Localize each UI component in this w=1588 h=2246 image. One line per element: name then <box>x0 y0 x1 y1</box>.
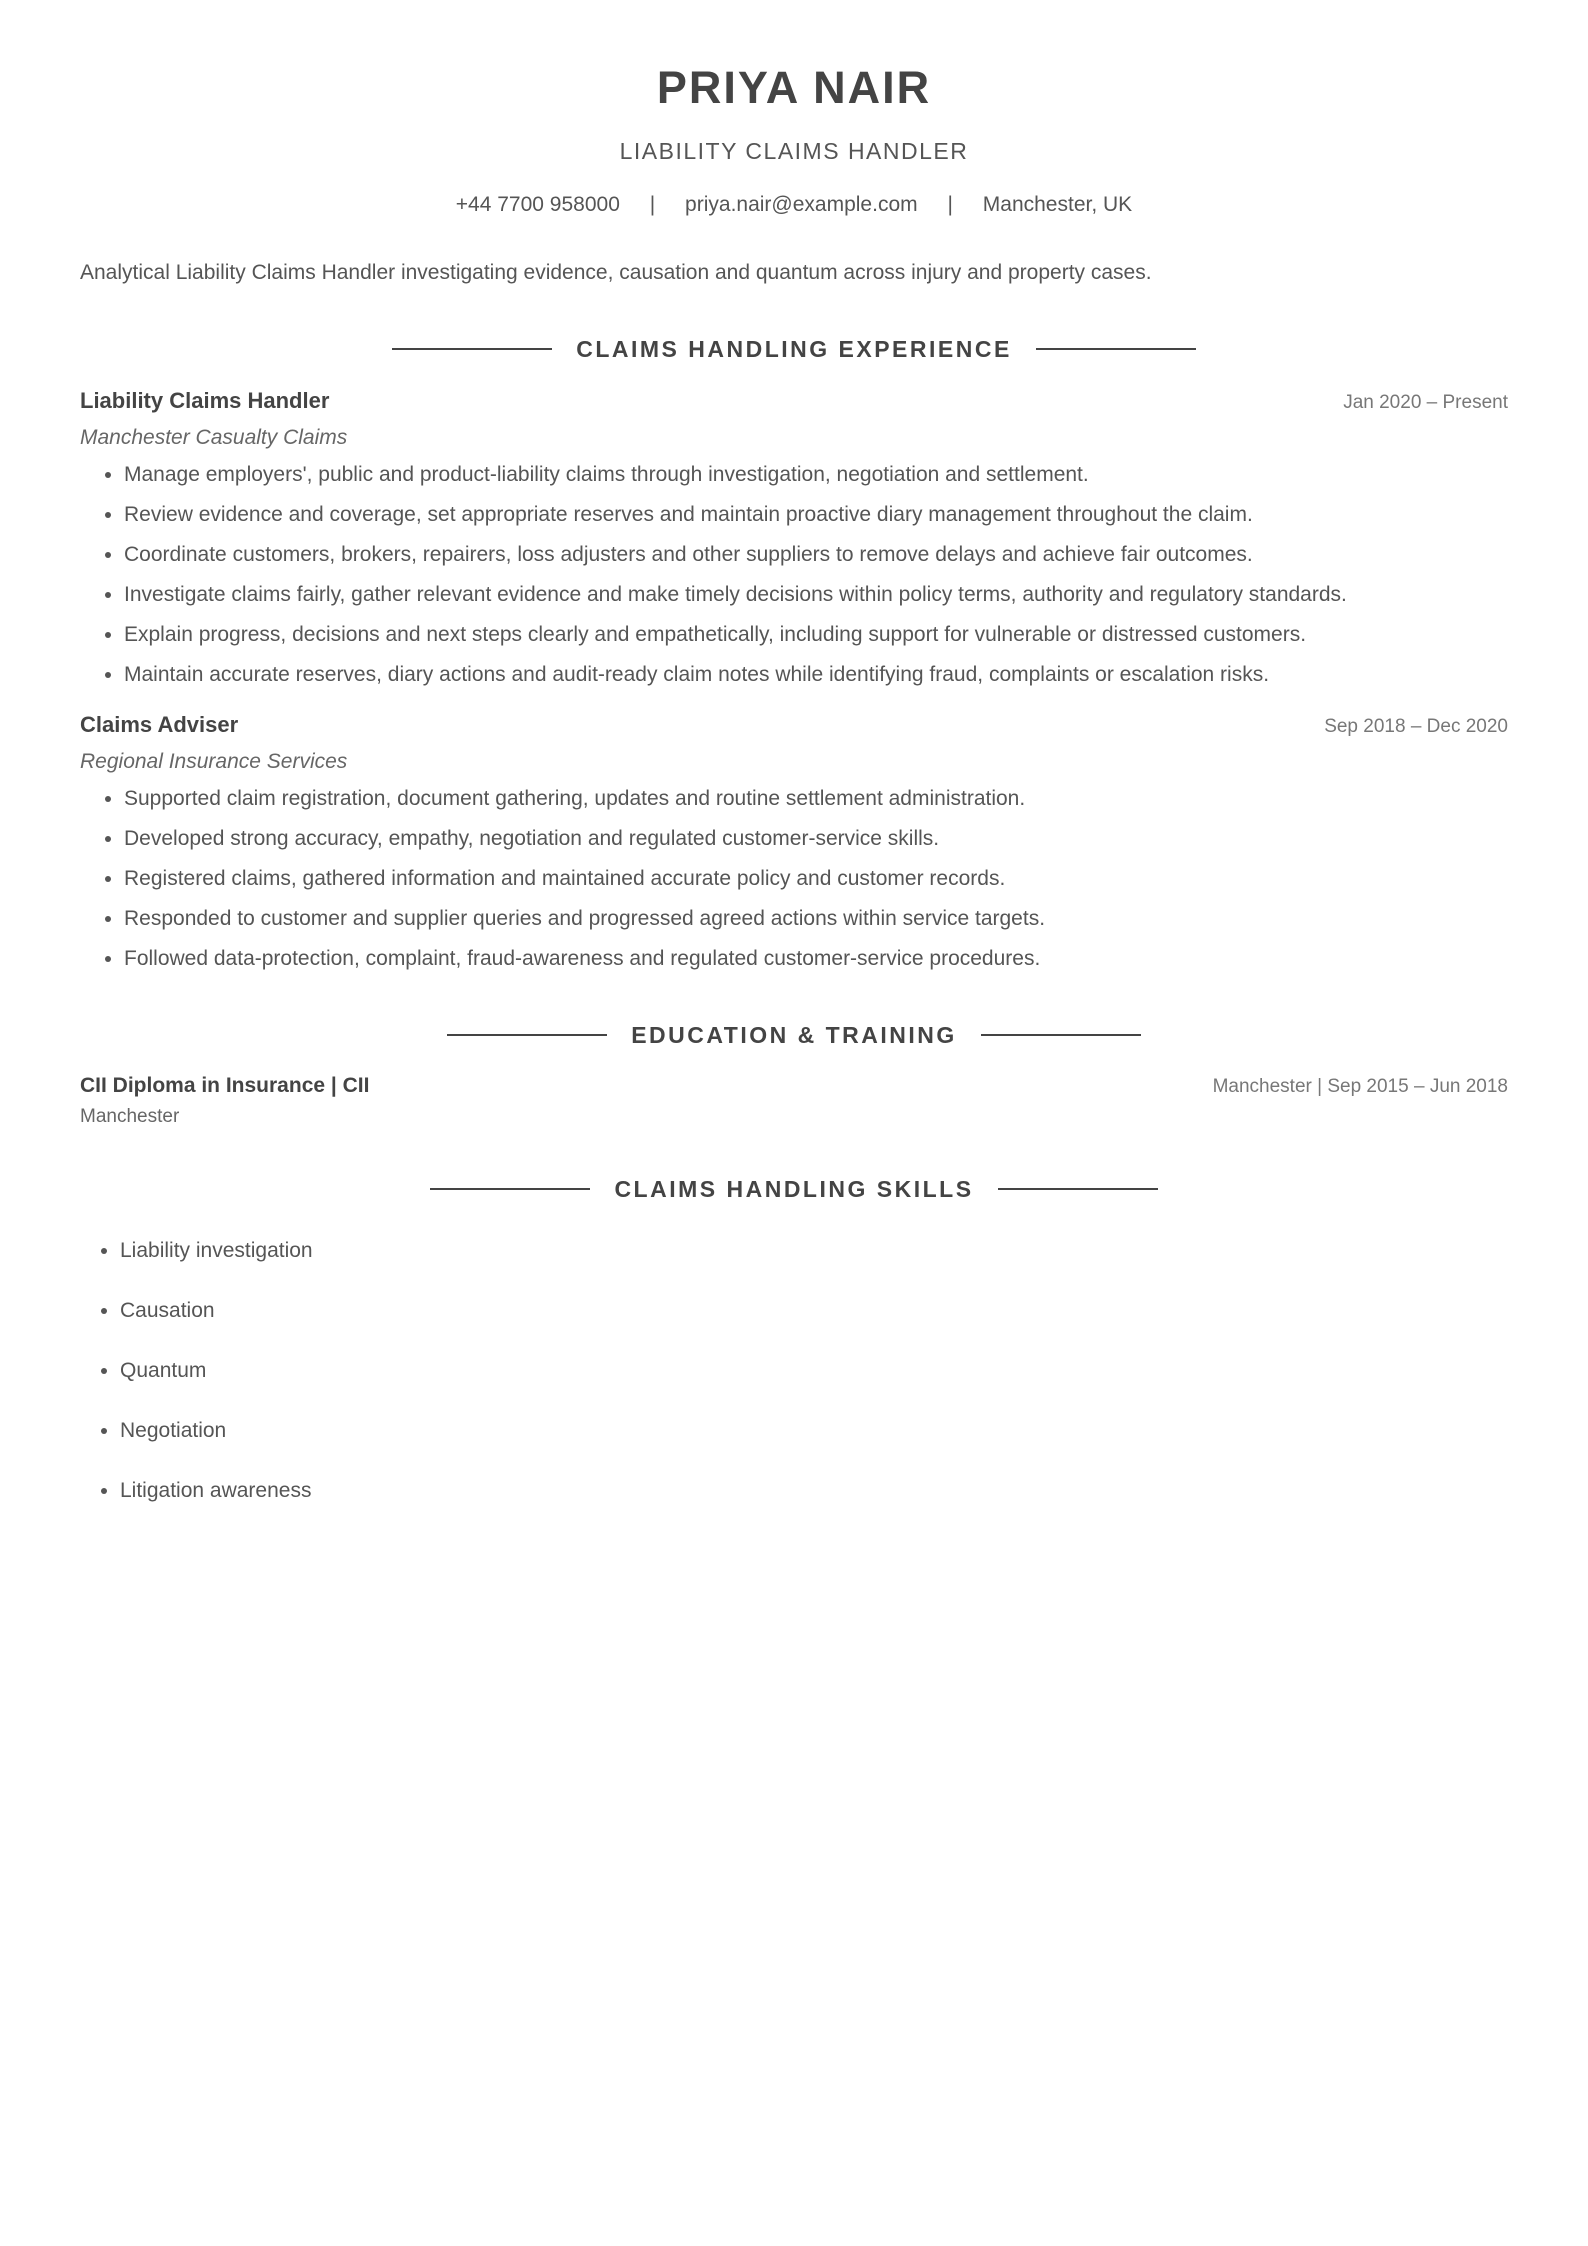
job-header <box>80 388 1508 414</box>
job-bullets <box>80 460 1508 690</box>
profile-summary: Analytical Liability Claims Handler investigating evidence, causation and quantum across injury and property cases. <box>80 261 1152 284</box>
list-item: • Coordinate customers, brokers, repairers, loss adjusters and other suppliers to remove delays and achieve fair outcomes. <box>124 540 1508 570</box>
heading-rule <box>1036 348 1196 350</box>
phone-number: +44 7700 958000 <box>455 193 620 216</box>
contact-line <box>80 190 1508 220</box>
list-item: • Registered claims, gathered information and maintained accurate policy and customer records. <box>124 864 1508 894</box>
job-role: Claims Adviser <box>80 712 239 737</box>
list-item: • Explain progress, decisions and next steps clearly and empathetically, including support for vulnerable or distressed customers. <box>124 620 1508 650</box>
email-address: priya.nair@example.com <box>685 193 918 216</box>
section-title: EDUCATION & TRAINING <box>631 1021 957 1048</box>
section-title: CLAIMS HANDLING EXPERIENCE <box>576 335 1012 362</box>
job-title-header: LIABILITY CLAIMS HANDLER <box>619 138 969 164</box>
list-item: • Manage employers', public and product-liability claims through investigation, negotiation and settlement. <box>124 460 1508 490</box>
section-heading-experience <box>80 332 1508 366</box>
list-item: • Supported claim registration, document gathering, updates and routine settlement administration. <box>124 784 1508 814</box>
education-dates: Manchester | Sep 2015 – Jun 2018 <box>1212 1076 1508 1097</box>
education-location: Manchester <box>80 1106 180 1127</box>
section-heading-education <box>80 1018 1508 1052</box>
job-bullets <box>80 784 1508 974</box>
job-dates: Sep 2018 – Dec 2020 <box>1324 716 1508 737</box>
heading-rule <box>981 1034 1141 1036</box>
section-title: CLAIMS HANDLING SKILLS <box>614 1175 974 1202</box>
list-item: • Followed data-protection, complaint, fraud-awareness and regulated customer-service procedures. <box>124 944 1508 974</box>
list-item: • Review evidence and coverage, set appropriate reserves and maintain proactive diary management throughout the claim. <box>124 500 1508 530</box>
skill-item: • Causation <box>120 1296 1508 1326</box>
company-name: Manchester Casualty Claims <box>80 426 348 449</box>
job-header <box>80 712 1508 738</box>
heading-rule <box>430 1188 590 1190</box>
job-entry <box>80 388 1508 690</box>
skill-item: • Liability investigation <box>120 1236 1508 1266</box>
skill-item: • Negotiation <box>120 1416 1508 1446</box>
qualification-title: CII Diploma in Insurance | CII <box>80 1074 370 1097</box>
candidate-name: PRIYA NAIR <box>656 62 932 113</box>
list-item: • Maintain accurate reserves, diary actions and audit-ready claim notes while identifying fraud, complaints or escalation risks. <box>124 660 1508 690</box>
location: Manchester, UK <box>982 193 1133 216</box>
skills-list <box>80 1236 1508 1506</box>
education-header <box>80 1074 1508 1098</box>
education-entry <box>80 1074 1508 1128</box>
heading-rule <box>998 1188 1158 1190</box>
job-entry <box>80 712 1508 974</box>
heading-rule <box>447 1034 607 1036</box>
job-role: Liability Claims Handler <box>80 388 330 413</box>
job-dates: Jan 2020 – Present <box>1343 392 1508 413</box>
skill-item: • Litigation awareness <box>120 1476 1508 1506</box>
contact-separator: | <box>947 193 953 216</box>
list-item: • Responded to customer and supplier queries and progressed agreed actions within service targets. <box>124 904 1508 934</box>
skill-item: • Quantum <box>120 1356 1508 1386</box>
list-item: • Developed strong accuracy, empathy, negotiation and regulated customer-service skills. <box>124 824 1508 854</box>
company-name: Regional Insurance Services <box>80 750 348 773</box>
heading-rule <box>392 348 552 350</box>
section-heading-skills <box>80 1172 1508 1206</box>
list-item: • Investigate claims fairly, gather relevant evidence and make timely decisions within policy terms, authority and regulatory standards. <box>124 580 1508 610</box>
contact-separator: | <box>649 193 656 216</box>
